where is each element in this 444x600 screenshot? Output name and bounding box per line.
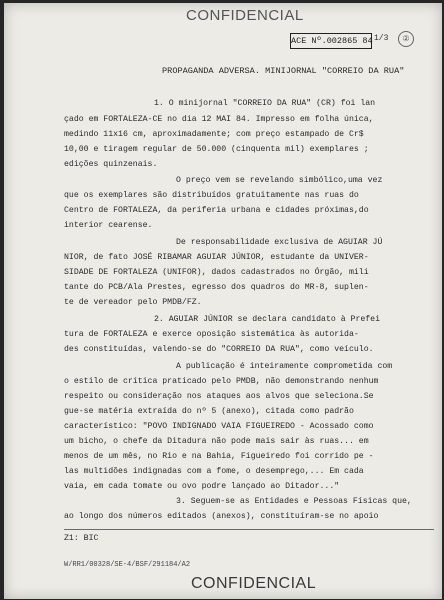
body-line: Centro de FORTALEZA, da periferia urbana e cidades próximas,do <box>64 206 369 215</box>
body-line: o estilo de crítica praticado pelo PMDB, não demonstrando nenhum <box>64 377 379 386</box>
body-line: 2. AGUIAR JÚNIOR se declara candidato à Prefei <box>154 315 381 324</box>
body-line: medindo 11x16 cm, aproximadamente; com preço estampado de Cr$ <box>64 130 364 139</box>
body-line: O preço vem se revelando simbólico,uma vez <box>176 176 383 185</box>
body-line: que os exemplares são distribuídos gratuitamente nas ruas do <box>64 191 359 200</box>
body-line: des constituídas, valendo-se do "CORREIO DA RUA", como veículo. <box>64 345 374 354</box>
body-line: respeito ou consideração nos ataques aos alvos que seleciona.Se <box>64 392 374 401</box>
body-line: çado em FORTALEZA-CE no dia 12 MAI 84. Impresso em folha única, <box>64 115 374 124</box>
body-line: 3. Seguem-se as Entidades e Pessoas Físicas que, <box>176 497 412 506</box>
classification-stamp-top: CONFIDENCIAL <box>186 7 304 24</box>
body-line: 10,00 e tiragem regular de 50.000 (cinquenta mil) exemplares ; <box>64 145 369 154</box>
document-reference: W/RR1/00328/SE-4/BSF/291184/A2 <box>64 561 191 569</box>
body-line: vaia, em cada tomate ou ovo podre lançado ao Ditador..." <box>64 482 340 491</box>
footer-divider <box>64 529 434 530</box>
ace-number-box: ACE Nº.002865 84 <box>290 33 372 49</box>
body-line: ao longo dos números editados (anexos), constituíram-se no apoio <box>64 512 379 521</box>
body-line: característico: "POVO INDIGNADO VAIA FIGUEIREDO - Acossado como <box>64 422 374 431</box>
body-line: te de vereador pelo PMDB/FZ. <box>64 298 202 307</box>
body-line: SIDADE DE FORTALEZA (UNIFOR), dados cadastrados no Órgão, mili <box>64 268 369 277</box>
page-number: 1/3 <box>374 34 389 43</box>
body-line: interior cearense. <box>64 221 153 230</box>
body-line: um bicho, o chefe da Ditadura não pode mais sair às ruas... em <box>64 437 369 446</box>
body-line: gue-se matéria extraída do nº 5 (anexo), citada como padrão <box>64 407 354 416</box>
handwritten-circle-mark: ② <box>398 31 414 47</box>
body-line: De responsabilidade exclusiva de AGUIAR JÚ <box>176 238 383 247</box>
body-line: NIOR, de fato JOSÉ RIBAMAR AGUIAR JÚNIOR, estudante da UNIVER- <box>64 253 369 262</box>
body-line: tura de FORTALEZA e exerce oposição sistemática às autorida- <box>64 330 359 339</box>
body-line: edições quinzenais. <box>64 160 158 169</box>
body-line: tante do PCB/Ala Prestes, egresso dos quadros do MR-8, suplen- <box>64 283 369 292</box>
distribution-code: Z1: BIC <box>64 534 99 543</box>
body-line: menos de um mês, no Rio e na Bahia, Figueiredo foi corrido pe - <box>64 452 374 461</box>
document-title: PROPAGANDA ADVERSA. MINIJORNAL "CORREIO DA RUA" <box>162 66 405 76</box>
document-page <box>4 3 442 599</box>
classification-stamp-bottom: CONFIDENCIAL <box>191 575 317 592</box>
body-line: A publicação é inteiramente comprometida com <box>176 362 393 371</box>
body-line: 1. O minijornal "CORREIO DA RUA" (CR) foi lan <box>154 99 376 108</box>
body-line: las multidões indignadas com a fome, o desemprego,... Em cada <box>64 467 364 476</box>
